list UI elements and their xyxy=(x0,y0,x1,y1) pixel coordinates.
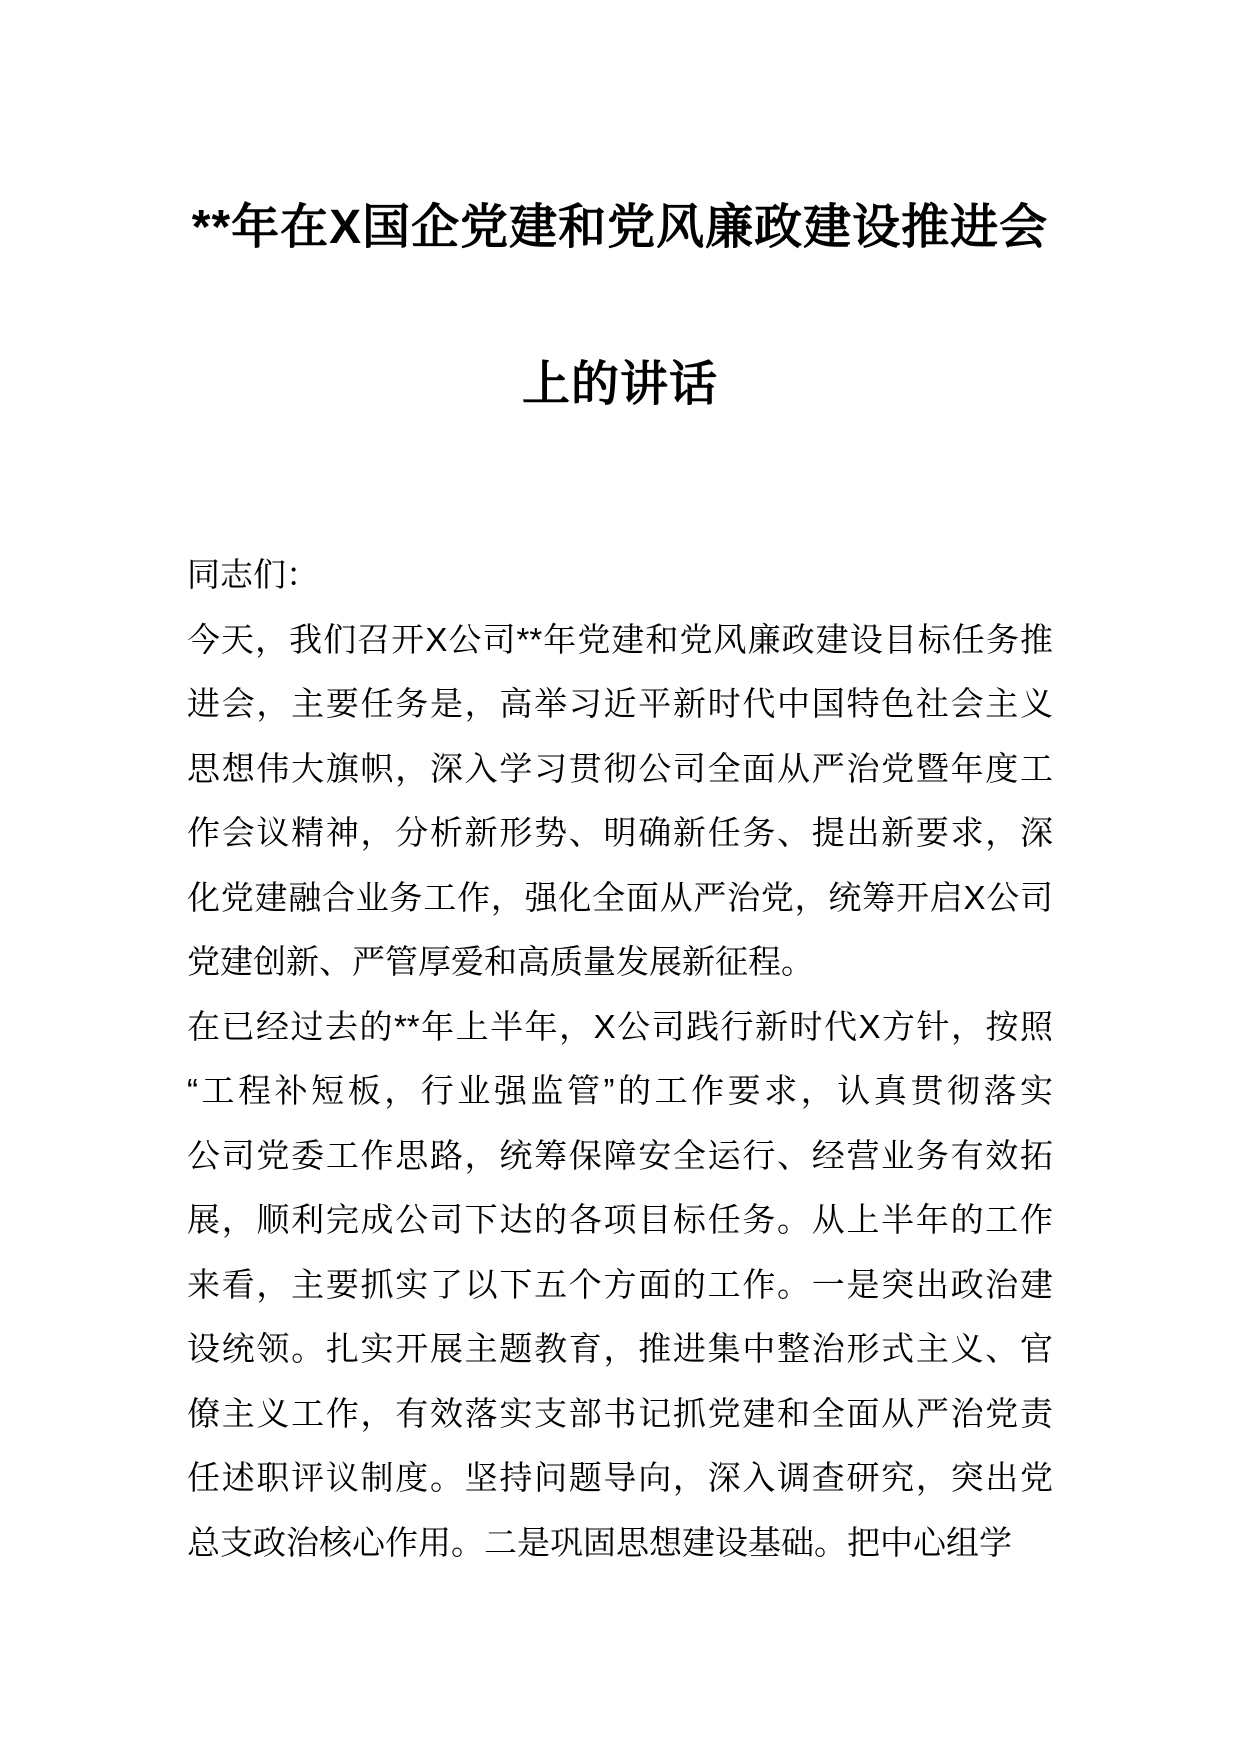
text-line: 设统领。扎实开展主题教育，推进集中整治形式主义、官 xyxy=(187,1330,1053,1367)
text-line: 今天，我们召开X公司**年党建和党风廉政建设目标任务推 xyxy=(187,620,1053,658)
text-line: 来看，主要抓实了以下五个方面的工作。一是突出政治建 xyxy=(187,1265,1053,1303)
text-line: 进会，主要任务是，高举习近平新时代中国特色社会主义 xyxy=(187,685,1053,722)
text-line: 同志们： xyxy=(187,556,319,593)
text-line: “工程补短板，行业强监管”的工作要求，认真贯彻落实 xyxy=(187,1072,1053,1109)
text-line: 公司党委工作思路，统筹保障安全运行、经营业务有效拓 xyxy=(187,1136,1053,1174)
text-line: 在已经过去的**年上半年，X公司践行新时代X方针，按照 xyxy=(187,1007,1053,1045)
text-line: 总支政治核心作用。二是巩固思想建设基础。把中心组学 xyxy=(187,1523,1012,1561)
document-title-line-1: **年在X国企党建和党风廉政建设推进会 xyxy=(191,201,1049,254)
text-line: 化党建融合业务工作，强化全面从严治党，统筹开启X公司 xyxy=(187,878,1053,916)
text-line: 思想伟大旗帜，深入学习贯彻公司全面从严治党暨年度工 xyxy=(187,749,1053,787)
text-line: 僚主义工作，有效落实支部书记抓党建和全面从严治党责 xyxy=(187,1394,1053,1432)
text-line: 党建创新、严管厚爱和高质量发展新征程。 xyxy=(187,943,814,980)
text-line: 任述职评议制度。坚持问题导向，深入调查研究，突出党 xyxy=(187,1459,1053,1496)
text-line: 作会议精神，分析新形势、明确新任务、提出新要求，深 xyxy=(187,814,1053,851)
document-body xyxy=(187,543,1053,1575)
text-line: 展，顺利完成公司下达的各项目标任务。从上半年的工作 xyxy=(187,1201,1053,1238)
document-title-line-2: 上的讲话 xyxy=(521,358,718,411)
